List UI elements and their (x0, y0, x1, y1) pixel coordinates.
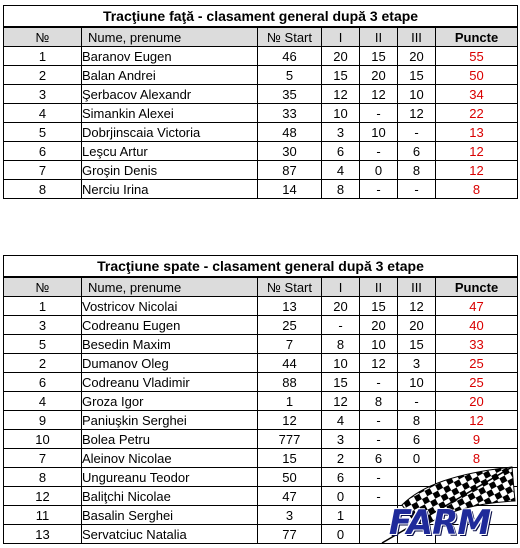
col-header-points: Puncte (436, 27, 518, 47)
rank-cell: 2 (4, 66, 82, 85)
stage-2-cell: - (360, 430, 398, 449)
stage-2-cell: - (360, 411, 398, 430)
start-number-cell: 15 (258, 449, 322, 468)
start-number-cell: 87 (258, 161, 322, 180)
stage-1-cell: 12 (322, 392, 360, 411)
stage-1-cell: 0 (322, 487, 360, 506)
stage-1-cell: 6 (322, 468, 360, 487)
driver-name-cell: Dumanov Oleg (82, 354, 258, 373)
rank-cell: 5 (4, 123, 82, 142)
stage-2-cell: 20 (360, 316, 398, 335)
rank-cell: 11 (4, 506, 82, 525)
stage-2-cell: 15 (360, 297, 398, 316)
col-header-start: № Start (258, 277, 322, 297)
table-row (4, 297, 518, 316)
table-row (4, 123, 518, 142)
farm-logo (362, 463, 517, 548)
rank-cell: 9 (4, 411, 82, 430)
stage-2-cell: - (360, 104, 398, 123)
driver-name-cell: Baliţchi Nicolae (82, 487, 258, 506)
stage-2-cell: 6 (360, 449, 398, 468)
stage-3-cell: 15 (398, 335, 436, 354)
stage-2-cell: 20 (360, 66, 398, 85)
start-number-cell: 1 (258, 392, 322, 411)
table-row (4, 354, 518, 373)
stage-1-cell: 20 (322, 47, 360, 66)
driver-name-cell: Servatciuc Natalia (82, 525, 258, 544)
table-row (4, 411, 518, 430)
rank-cell: 7 (4, 449, 82, 468)
stage-1-cell: 0 (322, 525, 360, 544)
rank-cell: 3 (4, 316, 82, 335)
driver-name-cell: Dobrjinscaia Victoria (82, 123, 258, 142)
rank-cell: 4 (4, 104, 82, 123)
table-row (4, 142, 518, 161)
stage-3-cell: - (398, 180, 436, 199)
driver-name-cell: Groza Igor (82, 392, 258, 411)
start-number-cell: 7 (258, 335, 322, 354)
start-number-cell: 30 (258, 142, 322, 161)
table-title: Tracţiune faţă - clasament general după 3 etape (4, 6, 518, 28)
start-number-cell: 13 (258, 297, 322, 316)
col-header-num: № (4, 27, 82, 47)
stage-1-cell: 8 (322, 335, 360, 354)
start-number-cell: 777 (258, 430, 322, 449)
col-header-stage-2: II (360, 277, 398, 297)
start-number-cell: 25 (258, 316, 322, 335)
table-row (4, 161, 518, 180)
rank-cell: 5 (4, 335, 82, 354)
table-row (4, 180, 518, 199)
driver-name-cell: Besedin Maxim (82, 335, 258, 354)
points-cell: 34 (436, 85, 518, 104)
start-number-cell: 48 (258, 123, 322, 142)
points-cell: 25 (436, 373, 518, 392)
driver-name-cell: Codreanu Eugen (82, 316, 258, 335)
stage-1-cell: 8 (322, 180, 360, 199)
table-row (4, 392, 518, 411)
rank-cell: 1 (4, 297, 82, 316)
rank-cell: 1 (4, 47, 82, 66)
points-cell: 8 (436, 180, 518, 199)
stage-3-cell: 10 (398, 373, 436, 392)
col-header-num: № (4, 277, 82, 297)
stage-2-cell: - (360, 180, 398, 199)
points-cell: 9 (436, 430, 518, 449)
points-cell: 12 (436, 142, 518, 161)
stage-3-cell: 12 (398, 297, 436, 316)
stage-2-cell: 12 (360, 354, 398, 373)
start-number-cell: 44 (258, 354, 322, 373)
rank-cell: 6 (4, 142, 82, 161)
stage-2-cell: 12 (360, 85, 398, 104)
stage-1-cell: 15 (322, 66, 360, 85)
col-header-stage-1: I (322, 277, 360, 297)
stage-1-cell: 4 (322, 161, 360, 180)
start-number-cell: 12 (258, 411, 322, 430)
start-number-cell: 35 (258, 85, 322, 104)
table-title: Tracţiune spate - clasament general după 3 etape (4, 256, 518, 278)
driver-name-cell: Baranov Eugen (82, 47, 258, 66)
driver-name-cell: Leşcu Artur (82, 142, 258, 161)
start-number-cell: 46 (258, 47, 322, 66)
rank-cell: 8 (4, 180, 82, 199)
driver-name-cell: Aleinov Nicolae (82, 449, 258, 468)
driver-name-cell: Şerbacov Alexandr (82, 85, 258, 104)
col-header-start: № Start (258, 27, 322, 47)
stage-3-cell: 6 (398, 142, 436, 161)
stage-1-cell: 2 (322, 449, 360, 468)
col-header-name: Nume, prenume (82, 277, 258, 297)
rank-cell: 13 (4, 525, 82, 544)
stage-1-cell: 3 (322, 430, 360, 449)
points-cell: 47 (436, 297, 518, 316)
table-row (4, 430, 518, 449)
rank-cell: 3 (4, 85, 82, 104)
start-number-cell: 14 (258, 180, 322, 199)
start-number-cell: 33 (258, 104, 322, 123)
points-cell: 20 (436, 392, 518, 411)
stage-3-cell: 12 (398, 104, 436, 123)
start-number-cell: 88 (258, 373, 322, 392)
table-row (4, 66, 518, 85)
stage-3-cell: - (398, 123, 436, 142)
driver-name-cell: Codreanu Vladimir (82, 373, 258, 392)
stage-1-cell: 3 (322, 123, 360, 142)
stage-3-cell: 15 (398, 66, 436, 85)
col-header-name: Nume, prenume (82, 27, 258, 47)
rank-cell: 4 (4, 392, 82, 411)
driver-name-cell: Bolea Petru (82, 430, 258, 449)
driver-name-cell: Groşin Denis (82, 161, 258, 180)
stage-3-cell: 3 (398, 354, 436, 373)
col-header-stage-1: I (322, 27, 360, 47)
points-cell: 55 (436, 47, 518, 66)
driver-name-cell: Nerciu Irina (82, 180, 258, 199)
logo-text: FARM (388, 503, 491, 543)
start-number-cell: 5 (258, 66, 322, 85)
stage-2-cell: 0 (360, 161, 398, 180)
table-row (4, 335, 518, 354)
points-cell: 50 (436, 66, 518, 85)
stage-2-cell: 10 (360, 123, 398, 142)
driver-name-cell: Ungureanu Teodor (82, 468, 258, 487)
stage-1-cell: 6 (322, 142, 360, 161)
points-cell: 12 (436, 161, 518, 180)
start-number-cell: 50 (258, 468, 322, 487)
stage-2-cell: 15 (360, 47, 398, 66)
stage-3-cell: 8 (398, 411, 436, 430)
points-cell: 13 (436, 123, 518, 142)
rank-cell: 2 (4, 354, 82, 373)
stage-1-cell: 1 (322, 506, 360, 525)
col-header-stage-2: II (360, 27, 398, 47)
stage-2-cell: 8 (360, 392, 398, 411)
stage-1-cell: 15 (322, 373, 360, 392)
front-wheel-drive-standings-table (3, 5, 518, 199)
points-cell: 40 (436, 316, 518, 335)
stage-3-cell: 20 (398, 316, 436, 335)
points-cell: 33 (436, 335, 518, 354)
rank-cell: 12 (4, 487, 82, 506)
stage-3-cell: - (398, 392, 436, 411)
stage-1-cell: 4 (322, 411, 360, 430)
start-number-cell: 77 (258, 525, 322, 544)
driver-name-cell: Basalin Serghei (82, 506, 258, 525)
table-row (4, 104, 518, 123)
points-cell: 25 (436, 354, 518, 373)
col-header-points: Puncte (436, 277, 518, 297)
start-number-cell: 47 (258, 487, 322, 506)
rank-cell: 8 (4, 468, 82, 487)
start-number-cell: 3 (258, 506, 322, 525)
table-row (4, 47, 518, 66)
stage-2-cell: - (360, 142, 398, 161)
driver-name-cell: Balan Andrei (82, 66, 258, 85)
stage-2-cell: 10 (360, 335, 398, 354)
driver-name-cell: Vostricov Nicolai (82, 297, 258, 316)
stage-3-cell: 6 (398, 430, 436, 449)
stage-2-cell: - (360, 468, 398, 487)
col-header-stage-3: III (398, 277, 436, 297)
stage-3-cell: 10 (398, 85, 436, 104)
stage-3-cell: 0 (398, 449, 436, 468)
rank-cell: 10 (4, 430, 82, 449)
table-row (4, 85, 518, 104)
stage-2-cell: - (360, 373, 398, 392)
points-cell: 22 (436, 104, 518, 123)
driver-name-cell: Simankin Alexei (82, 104, 258, 123)
stage-3-cell: 8 (398, 161, 436, 180)
stage-1-cell: - (322, 316, 360, 335)
stage-1-cell: 12 (322, 85, 360, 104)
stage-2-cell: - (360, 487, 398, 506)
rank-cell: 6 (4, 373, 82, 392)
table-row (4, 316, 518, 335)
rank-cell: 7 (4, 161, 82, 180)
driver-name-cell: Paniuşkin Serghei (82, 411, 258, 430)
table-row (4, 373, 518, 392)
points-cell: 12 (436, 411, 518, 430)
points-cell: 8 (436, 449, 518, 468)
col-header-stage-3: III (398, 27, 436, 47)
stage-1-cell: 20 (322, 297, 360, 316)
stage-1-cell: 10 (322, 104, 360, 123)
stage-3-cell: 20 (398, 47, 436, 66)
stage-1-cell: 10 (322, 354, 360, 373)
